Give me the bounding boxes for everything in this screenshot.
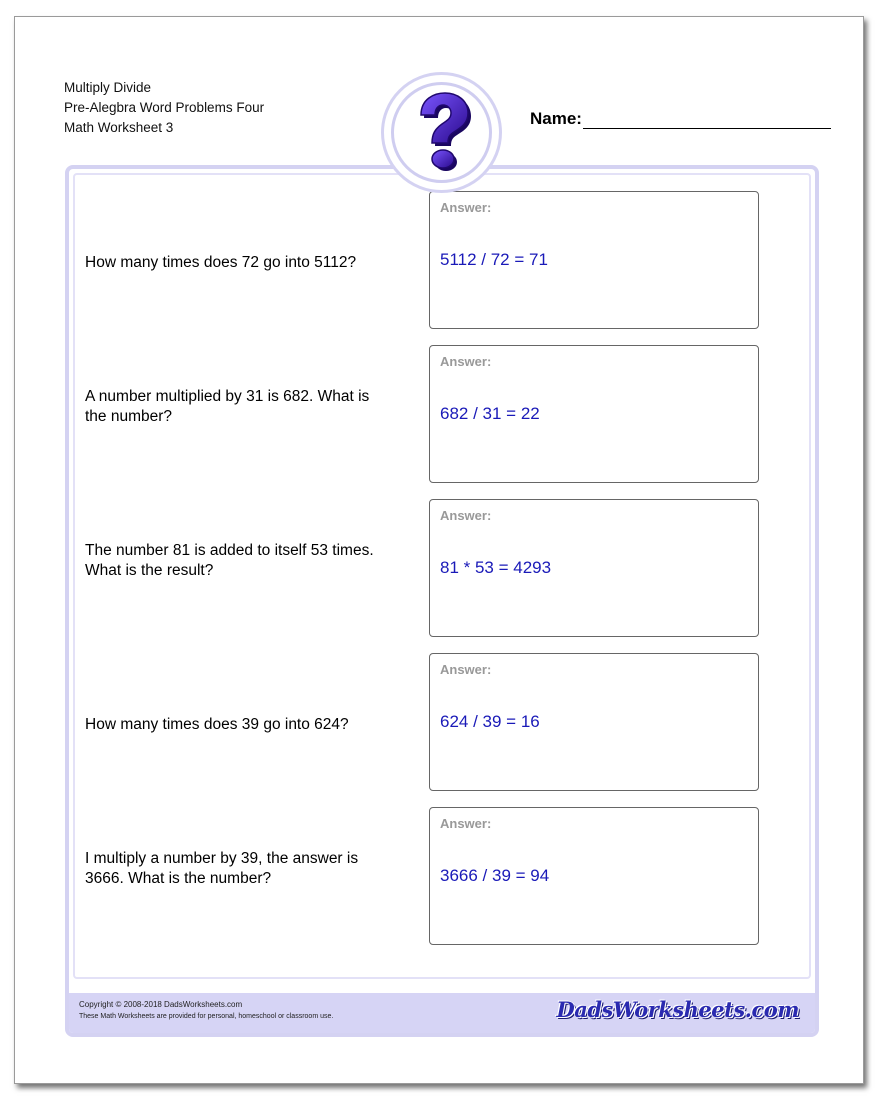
question-1: How many times does 72 go into 5112? — [85, 254, 357, 271]
worksheet-page — [14, 16, 864, 1084]
answer-box-2[interactable] — [429, 345, 759, 483]
answer-label: Answer: — [440, 816, 492, 831]
question-3: The number 81 is added to itself 53 times. What is the result? — [85, 542, 374, 579]
answer-label: Answer: — [440, 662, 492, 677]
answer-box-4[interactable] — [429, 653, 759, 791]
title-line-3: Math Worksheet 3 — [64, 120, 174, 135]
worksheet-title — [64, 78, 264, 138]
name-field[interactable] — [583, 128, 831, 129]
question-4: How many times does 39 go into 624? — [85, 716, 349, 733]
answer-value: 3666 / 39 = 94 — [440, 866, 550, 885]
title-line-2: Pre-Alegbra Word Problems Four — [64, 100, 265, 115]
question-mark-icon — [394, 85, 489, 180]
answer-value: 81 * 53 = 4293 — [440, 558, 552, 577]
footer — [69, 993, 815, 1033]
answer-value: 682 / 31 = 22 — [440, 404, 540, 423]
answer-label: Answer: — [440, 200, 492, 215]
brand-logo: DadsWorksheets.com — [556, 997, 799, 1022]
copyright-text: Copyright © 2008-2018 DadsWorksheets.com — [79, 1000, 243, 1009]
question-2: A number multiplied by 31 is 682. What is the number? — [85, 388, 370, 425]
answer-value: 624 / 39 = 16 — [440, 712, 540, 731]
answer-label: Answer: — [440, 354, 492, 369]
title-line-1: Multiply Divide — [64, 80, 152, 95]
answer-box-3[interactable] — [429, 499, 759, 637]
usage-notice: These Math Worksheets are provided for personal, homeschool or classroom use. — [79, 1013, 334, 1020]
logo-badge — [381, 72, 502, 193]
answer-box-1[interactable] — [429, 191, 759, 329]
answer-label: Answer: — [440, 508, 492, 523]
answer-box-5[interactable] — [429, 807, 759, 945]
name-label: Name: — [530, 109, 582, 128]
question-5: I multiply a number by 39, the answer is 3666. What is the number? — [85, 850, 359, 887]
answer-value: 5112 / 72 = 71 — [440, 250, 548, 269]
